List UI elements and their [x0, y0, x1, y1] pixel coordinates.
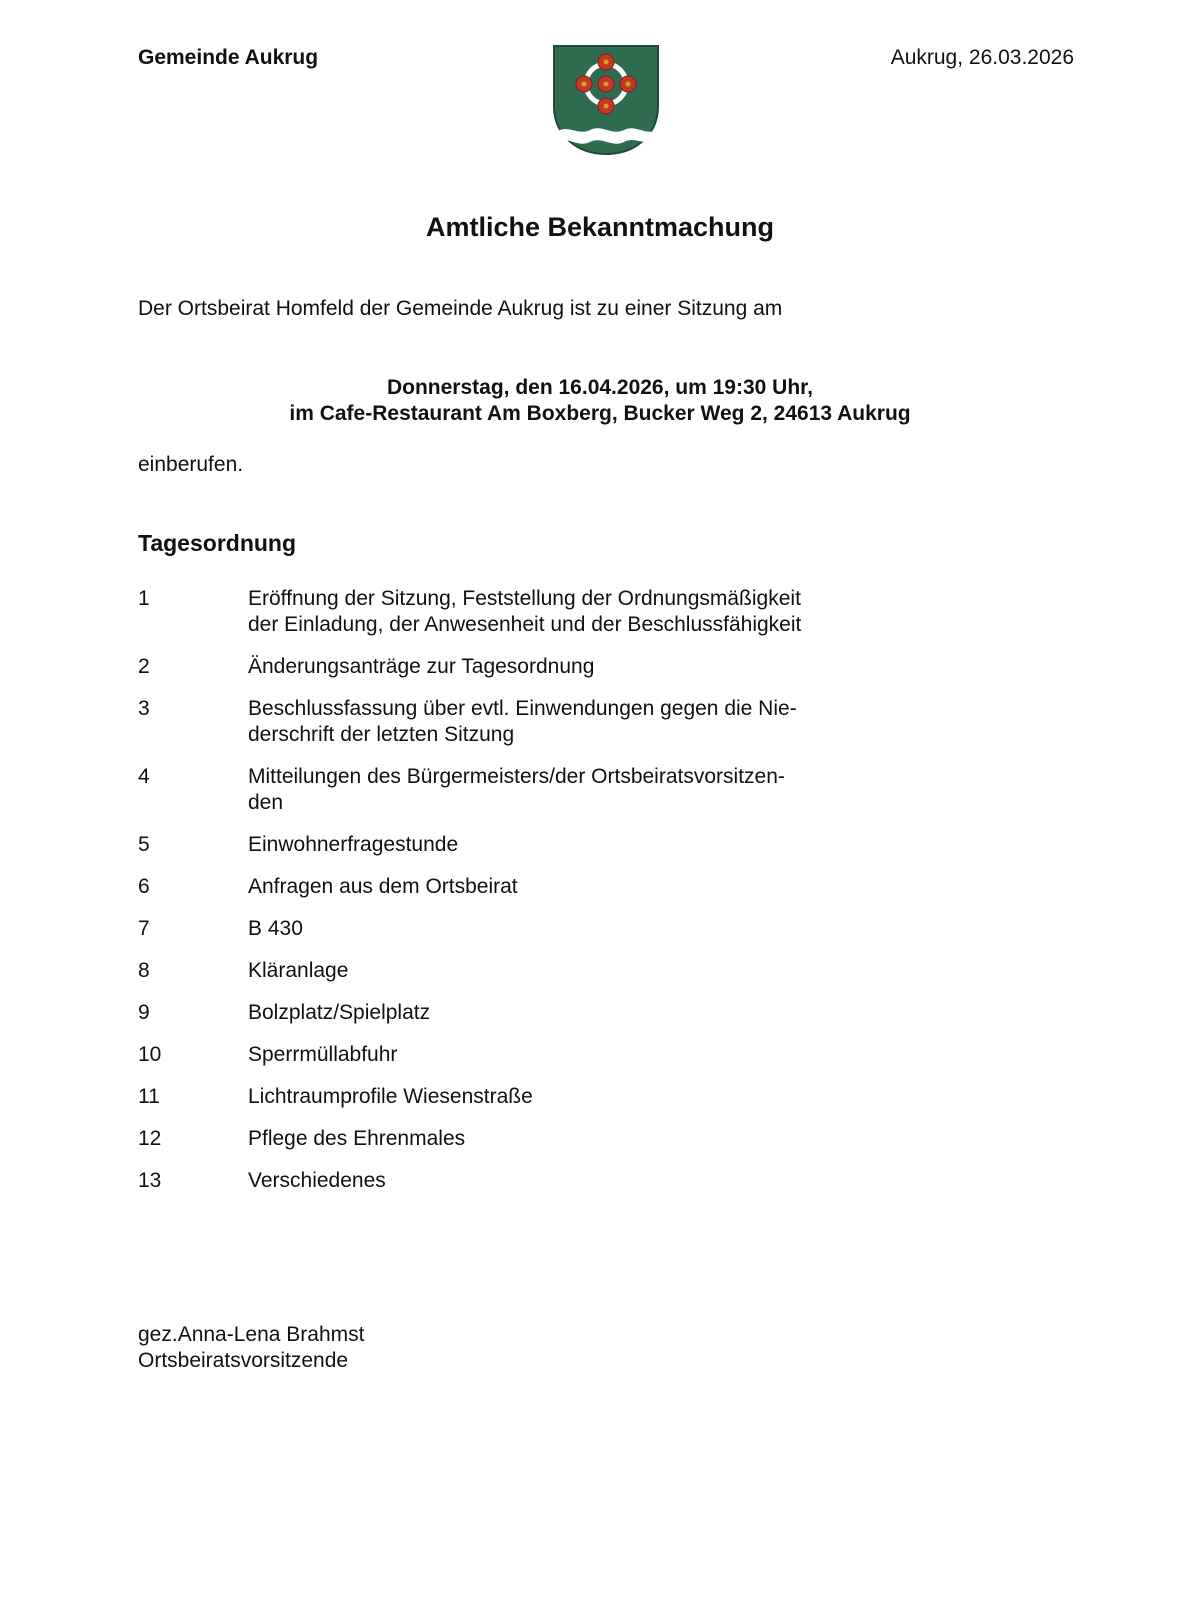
agenda-heading: Tagesordnung [138, 530, 297, 556]
agenda-item-number: 3 [138, 697, 150, 720]
agenda-item-number: 11 [138, 1085, 160, 1108]
agenda-item [138, 1000, 858, 1026]
agenda-item-text: Änderungsanträge zur Tagesordnung [248, 655, 595, 678]
agenda-item-number: 6 [138, 875, 150, 898]
agenda-item-number: 4 [138, 765, 150, 788]
agenda-item-number: 5 [138, 833, 150, 856]
agenda-item [138, 874, 858, 900]
place-date: Aukrug, 26.03.2026 [890, 46, 1074, 69]
agenda-item-text: Anfragen aus dem Ortsbeirat [248, 875, 518, 898]
document-title: Amtliche Bekanntmachung [425, 212, 775, 242]
agenda-item-number: 9 [138, 1001, 150, 1024]
agenda-item-number: 10 [138, 1043, 162, 1066]
agenda-item-text: Einwohnerfragestunde [248, 833, 459, 856]
agenda-item-text: Lichtraumprofile Wiesenstraße [248, 1085, 533, 1108]
agenda-item-number: 8 [138, 959, 150, 982]
agenda-item [138, 1084, 858, 1110]
municipality-name: Gemeinde Aukrug [138, 46, 319, 69]
agenda-item-number: 13 [138, 1169, 162, 1192]
agenda-item-text: B 430 [248, 917, 303, 940]
signature-name: gez.Anna-Lena Brahmst [138, 1323, 365, 1346]
agenda-item [138, 654, 858, 680]
agenda-item [138, 832, 858, 858]
agenda-item-text: Pflege des Ehrenmales [248, 1127, 466, 1150]
agenda-item-text: Beschlussfassung über evtl. Einwendungen gegen die Nie- derschrift der letzten Sitzung [248, 697, 797, 746]
agenda-item [138, 958, 858, 984]
meeting-location: im Cafe-Restaurant Am Boxberg, Bucker Weg 2, 24613 Aukrug [289, 402, 911, 425]
agenda-item [138, 1126, 858, 1152]
agenda-item-text: Kläranlage [248, 959, 349, 982]
agenda-item-number: 7 [138, 917, 150, 940]
coat-of-arms-icon [550, 44, 662, 156]
agenda-list [138, 586, 858, 1210]
signature-role: Ortsbeiratsvorsitzende [138, 1349, 349, 1372]
intro-text: Der Ortsbeirat Homfeld der Gemeinde Aukrug ist zu einer Sitzung am [138, 297, 783, 320]
agenda-item [138, 764, 858, 816]
agenda-item [138, 586, 858, 638]
agenda-item [138, 916, 858, 942]
signature-block [138, 1322, 364, 1374]
agenda-item-text: Mitteilungen des Bürgermeisters/der Ortsbeiratsvorsitzen- den [248, 765, 785, 814]
agenda-item-number: 12 [138, 1127, 162, 1150]
meeting-details [0, 375, 1200, 427]
agenda-item-text: Sperrmüllabfuhr [248, 1043, 398, 1066]
convened-text: einberufen. [138, 453, 244, 476]
agenda-item-text: Verschiedenes [248, 1169, 386, 1192]
agenda-item-text: Eröffnung der Sitzung, Feststellung der Ordnungsmäßigkeit der Einladung, der Anwesenheit und der Beschlussfähigkeit [248, 587, 802, 636]
agenda-item-number: 1 [138, 587, 150, 610]
meeting-datetime: Donnerstag, den 16.04.2026, um 19:30 Uhr, [386, 376, 813, 399]
agenda-item-number: 2 [138, 655, 150, 678]
agenda-item [138, 1168, 858, 1194]
agenda-item [138, 1042, 858, 1068]
agenda-item-text: Bolzplatz/Spielplatz [248, 1001, 431, 1024]
agenda-item [138, 696, 858, 748]
